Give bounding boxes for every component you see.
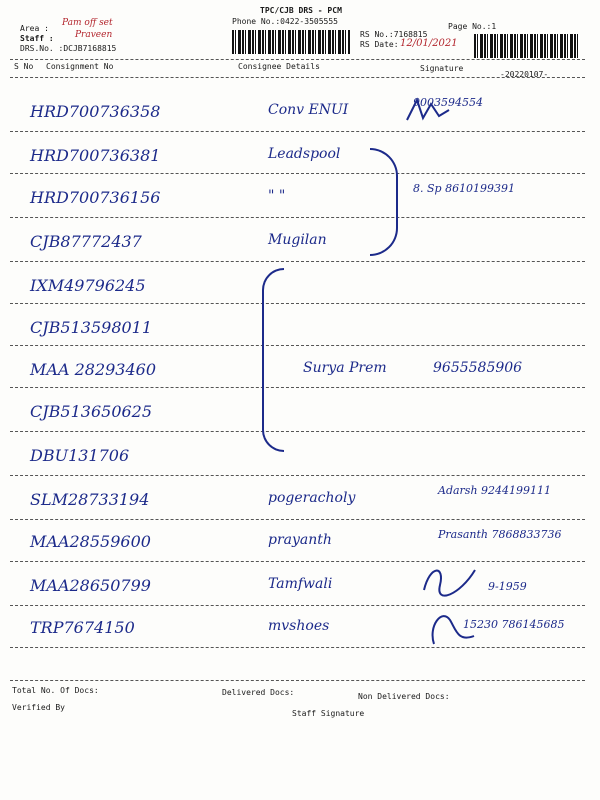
- print-code: -20220107-: [500, 70, 549, 79]
- signature: 9003594554: [413, 96, 483, 109]
- barcode-right: [474, 34, 580, 58]
- table-row: [18, 312, 588, 352]
- signature-scribble: [405, 96, 455, 126]
- consignee-details: Tamfwali: [268, 576, 333, 592]
- consignee-details: " ": [268, 188, 286, 204]
- row-rule: [10, 217, 585, 218]
- consignee-details: mvshoes: [268, 618, 330, 634]
- row-rule: [10, 131, 585, 132]
- consignment-number: TRP7674150: [30, 618, 135, 637]
- non-delivered-docs: Non Delivered Docs:: [358, 692, 450, 701]
- delivered-docs: Delivered Docs:: [222, 688, 295, 697]
- table-row: [18, 140, 588, 180]
- column-signature: Signature: [420, 64, 464, 73]
- header-rule-bottom: [10, 77, 585, 78]
- row-rule: [10, 605, 585, 606]
- signature-scribble: [428, 606, 478, 650]
- consignment-number: CJB87772437: [30, 232, 142, 251]
- staff-value: Praveen: [75, 30, 113, 40]
- document-title: TPC/CJB DRS - PCM: [260, 6, 342, 15]
- column-sno: S No: [14, 62, 34, 71]
- consignment-number: MAA28559600: [30, 532, 151, 551]
- column-consignment: Consignment No: [46, 62, 114, 71]
- signature: Adarsh 9244199111: [438, 484, 552, 497]
- consignment-number: IXM49796245: [30, 276, 146, 295]
- bracket-mark: [370, 148, 398, 256]
- signature: 8. Sp 8610199391: [413, 182, 516, 195]
- row-rule: [10, 173, 585, 174]
- table-row: [18, 182, 588, 222]
- signature-scribble: [420, 560, 480, 600]
- row-rule: [10, 261, 585, 262]
- consignment-number: MAA28650799: [30, 576, 151, 595]
- row-rule: [10, 647, 585, 648]
- consignment-number: HRD700736156: [30, 188, 161, 207]
- staff-label: Staff :: [20, 34, 54, 43]
- footer-rule: [10, 680, 585, 681]
- consignment-number: HRD700736358: [30, 102, 161, 121]
- header-rule-top: [10, 59, 585, 60]
- consignment-number: MAA 28293460: [30, 360, 157, 379]
- consignee-details: Conv ENUI: [268, 102, 349, 118]
- table-row: [18, 570, 588, 610]
- column-consignee: Consignee Details: [238, 62, 320, 71]
- signature: 15230 786145685: [463, 618, 565, 631]
- total-docs: Total No. Of Docs:: [12, 686, 99, 695]
- table-row: [18, 226, 588, 266]
- page-number: Page No.:1: [448, 22, 497, 31]
- drs-number: DRS.No. :DCJB7168815: [20, 44, 117, 53]
- rs-date-value: 12/01/2021: [400, 38, 458, 49]
- rs-date-label: RS Date:: [360, 40, 399, 49]
- table-row: [18, 612, 588, 652]
- consignee-details: Leadspool: [268, 146, 341, 162]
- row-rule: [10, 345, 585, 346]
- consignment-number: HRD700736381: [30, 146, 161, 165]
- table-row: [18, 484, 588, 524]
- consignee-details: pogeracholy: [268, 490, 356, 506]
- table-row: [18, 440, 588, 480]
- row-rule: [10, 431, 585, 432]
- consignee-details: Mugilan: [268, 232, 327, 248]
- table-row: [18, 396, 588, 436]
- row-rule: [10, 475, 585, 476]
- row-rule: [10, 519, 585, 520]
- signature: 9-1959: [488, 580, 527, 593]
- consignee-details: prayanth: [268, 532, 332, 548]
- rs-number: RS No.:7168815: [360, 30, 428, 39]
- table-row: [18, 270, 588, 310]
- signature: Prasanth 7868833736: [438, 528, 562, 541]
- row-rule: [10, 561, 585, 562]
- consignee-details: Surya Prem: [303, 360, 387, 376]
- consignment-number: DBU131706: [30, 446, 130, 465]
- verified-by: Verified By: [12, 703, 65, 712]
- bracket-mark: [262, 268, 284, 452]
- consignment-number: SLM28733194: [30, 490, 150, 509]
- area-value: Pam off set: [62, 18, 113, 28]
- consignment-number: CJB513598011: [30, 318, 153, 337]
- table-row: [18, 354, 588, 394]
- phone-number: Phone No.:0422-3505555: [232, 17, 338, 26]
- area-label: Area :: [20, 24, 49, 33]
- table-row: [18, 96, 588, 136]
- barcode-left: [232, 30, 350, 54]
- staff-signature: Staff Signature: [292, 709, 365, 718]
- table-row: [18, 526, 588, 566]
- row-rule: [10, 387, 585, 388]
- row-rule: [10, 303, 585, 304]
- consignment-number: CJB513650625: [30, 402, 153, 421]
- signature: 9655585906: [433, 360, 523, 376]
